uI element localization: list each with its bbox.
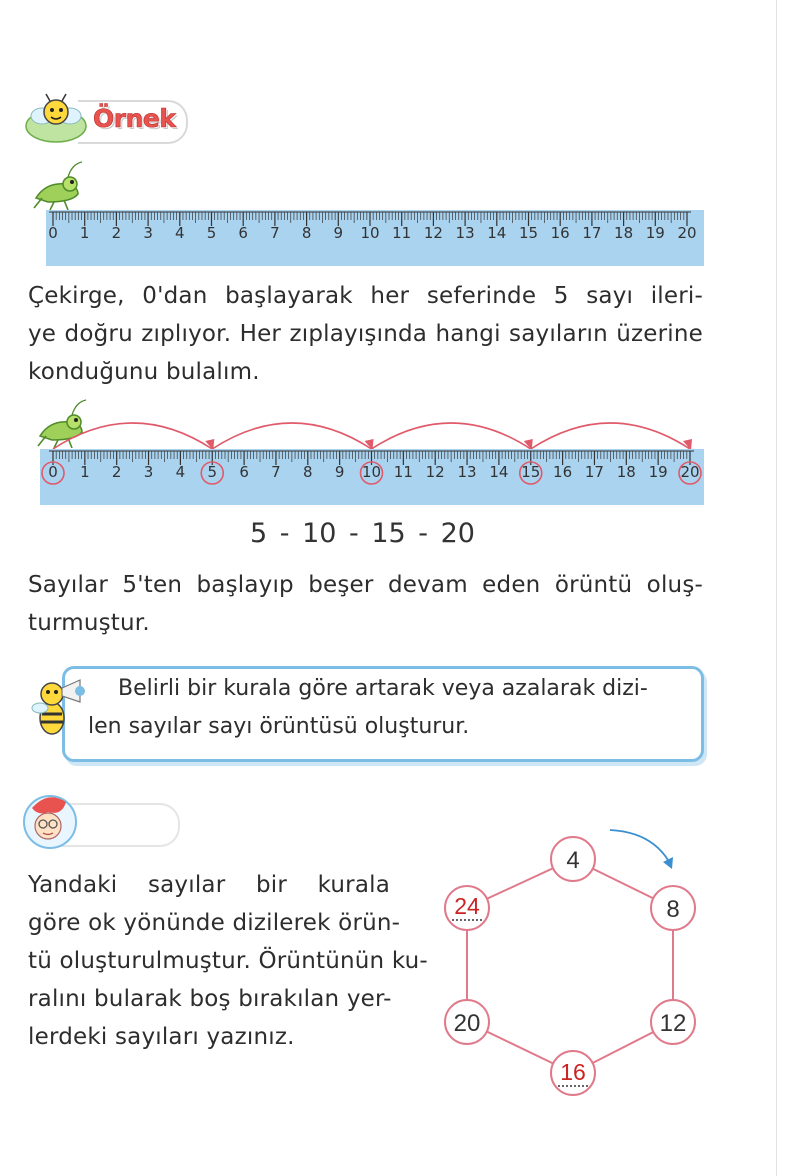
paragraph-pattern	[28, 566, 703, 642]
cycle-node-top-left	[445, 886, 489, 930]
ruler-number: 11	[392, 224, 412, 242]
paragraph-line: turmuştur.	[28, 610, 150, 636]
ruler-number: 16	[553, 463, 573, 481]
ruler-number: 1	[79, 224, 90, 242]
ruler-number: 15	[521, 463, 541, 481]
rule-text-line: Belirli bir kurala göre artarak veya azalarak dizi-	[118, 676, 648, 701]
jump-arcs	[40, 405, 704, 455]
ruler-number: 2	[111, 463, 122, 481]
sequence-text: 5 - 10 - 15 - 20	[250, 518, 475, 549]
ruler-number: 4	[175, 463, 186, 481]
ruler-number: 2	[111, 224, 122, 242]
cycle-number: 4	[566, 847, 580, 874]
ruler-number: 6	[239, 463, 249, 481]
cycle-answer-number: 16	[560, 1059, 586, 1085]
ruler-number: 19	[648, 463, 668, 481]
ruler-number: 16	[550, 224, 570, 242]
ruler-number: 12	[425, 463, 445, 481]
ruler-number: 20	[677, 224, 697, 242]
page-edge	[776, 0, 777, 1176]
paragraph-line: lerdeki sayıları yazınız.	[28, 1024, 295, 1050]
ruler-number: 9	[333, 224, 344, 242]
cycle-ring	[467, 859, 673, 1073]
paragraph-line: Çekirge, 0'dan başlayarak her seferinde 5 sayı ileri-	[28, 283, 703, 309]
paragraph-line: konduğunu bulalım.	[28, 359, 260, 385]
paragraph-line: ye doğru zıplıyor. Her zıplayışında hangi sayıların üzerine	[28, 321, 703, 347]
ruler-number: 0	[48, 224, 58, 242]
ruler-number: 9	[334, 463, 345, 481]
jump-ruler	[40, 449, 704, 505]
ruler-number: 14	[487, 224, 507, 242]
ruler-number: 5	[206, 224, 217, 242]
ruler-number: 10	[360, 224, 380, 242]
ruler-number: 1	[80, 463, 90, 481]
cycle-number: 8	[666, 896, 680, 923]
ruler-number: 7	[270, 224, 280, 242]
ruler-number: 19	[645, 224, 665, 242]
grasshopper-icon	[28, 160, 84, 210]
ruler-number: 11	[393, 463, 413, 481]
paragraph-grasshopper	[28, 277, 703, 391]
paragraph-line: ralını bularak boş bırakılan yer-	[28, 986, 392, 1012]
paragraph-line: Yandaki sayılar bir kurala	[28, 872, 390, 898]
cycle-node-bottom-right	[651, 1000, 695, 1044]
ruler-number: 5	[207, 463, 218, 481]
ruler-number: 6	[238, 224, 248, 242]
number-ruler	[46, 210, 704, 266]
ruler-number: 18	[614, 224, 634, 242]
jump-arc	[531, 423, 690, 449]
ruler-number: 13	[455, 224, 475, 242]
ruler-number: 15	[518, 224, 539, 242]
paragraph-line: göre ok yönünde dizilerek örün-	[28, 910, 401, 936]
jump-arc	[212, 423, 371, 449]
jump-arc	[372, 423, 531, 449]
ruler-number: 17	[582, 224, 602, 242]
ruler-number: 14	[489, 463, 509, 481]
thinking-mascot-icon	[18, 790, 82, 854]
example-badge-label: Örnek	[93, 104, 176, 133]
ruler-number: 8	[301, 224, 312, 242]
ruler-number: 10	[361, 463, 382, 481]
direction-arrow-icon	[610, 830, 668, 860]
cycle-number: 12	[659, 1010, 687, 1037]
jump-arc	[53, 423, 212, 449]
ruler-number: 12	[423, 224, 443, 242]
ruler-number: 7	[271, 463, 281, 481]
ruler-number: 18	[616, 463, 636, 481]
ruler-number: 3	[143, 463, 154, 481]
cycle-node-top	[551, 837, 595, 881]
ruler-number: 13	[457, 463, 477, 481]
ruler-number: 4	[175, 224, 185, 242]
cycle-node-bottom-left	[445, 1000, 489, 1044]
cycle-number: 20	[453, 1010, 481, 1037]
paragraph-line: Sayılar 5'ten başlayıp beşer devam eden örüntü oluş-	[28, 572, 703, 598]
cycle-node-bottom	[551, 1051, 595, 1095]
ruler-number: 8	[303, 463, 313, 481]
bee-megaphone-icon	[28, 672, 88, 744]
cycle-node-top-right	[651, 886, 695, 930]
activity-instructions	[28, 866, 428, 1056]
ruler-number: 3	[143, 224, 153, 242]
rule-text-line: len sayılar sayı örüntüsü oluşturur.	[88, 714, 470, 739]
ruler-number: 0	[48, 463, 58, 481]
ruler-number: 20	[680, 463, 700, 481]
ruler-number: 17	[584, 463, 604, 481]
paragraph-line: tü oluşturulmuştur. Örüntünün ku-	[28, 948, 428, 974]
bee-mascot-icon	[20, 92, 96, 150]
cycle-answer-number: 24	[454, 893, 480, 919]
number-cycle-diagram	[430, 820, 720, 1100]
